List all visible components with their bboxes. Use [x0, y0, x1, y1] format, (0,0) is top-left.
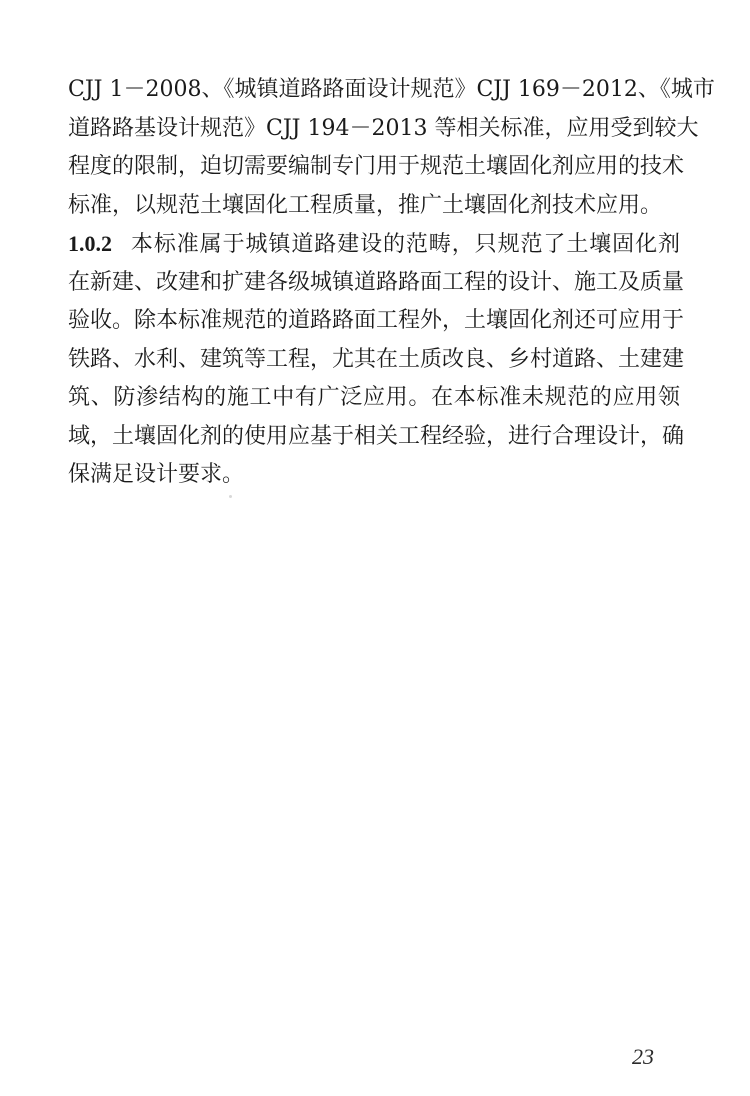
text-line: 铁路、水利、建筑等工程，尤其在土质改良、乡村道路、土建建: [68, 346, 685, 372]
clause-heading-line: [68, 225, 680, 264]
text-line: 标准，以规范土壤固化工程质量，推广土壤固化剂技术应用。: [68, 192, 663, 218]
text-line: CJJ 1－2008、《城镇道路路面设计规范》CJJ 169－2012、《城市: [68, 77, 715, 102]
clause-first-line-text: 本标准属于城镇道路建设的范畴，只规范了土壤固化剂: [130, 232, 680, 257]
scan-speck: [229, 495, 232, 498]
text-line: 道路路基设计规范》CJJ 194－2013 等相关标准，应用受到较大: [68, 115, 699, 141]
body-text: [68, 71, 715, 495]
text-line: 验收。除本标准规范的道路路面工程外，土壤固化剂还可应用于: [68, 308, 685, 333]
text-line: 程度的限制，迫切需要编制专门用于规范土壤固化剂应用的技术: [68, 154, 685, 179]
text-line: 域，土壤固化剂的使用应基于相关工程经验，进行合理设计，确: [68, 423, 685, 449]
page-number: 23: [632, 1044, 654, 1069]
text-line: 保满足设计要求。: [68, 462, 245, 487]
text-line: 筑、防渗结构的施工中有广泛应用。在本标准未规范的应用领: [68, 385, 680, 410]
text-line: 在新建、改建和扩建各级城镇道路路面工程的设计、施工及质量: [68, 269, 685, 295]
clause-number: 1.0.2: [68, 231, 112, 256]
